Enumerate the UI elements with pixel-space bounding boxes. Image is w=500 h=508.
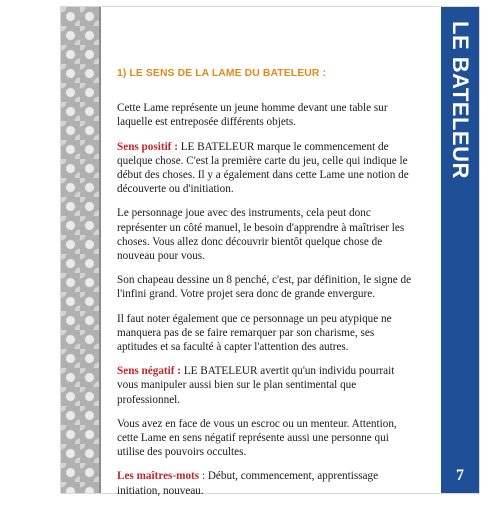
page-content xyxy=(117,67,413,508)
paragraph-positive-meaning xyxy=(117,140,413,197)
positive-meaning-text: LE BATELEUR marque le commencement de quelque chose. C'est la première carte du jeu, celle qui indique le début des choses. Il y a également dans cette Lame une notion de découverte ou d'initiation. xyxy=(117,140,409,196)
paragraph-warning: Vous avez en face de vous un escroc ou un menteur. Attention, cette Lame en sens négatif représente aussi une personne qui utilise des pouvoirs occultes. xyxy=(117,417,397,459)
positive-meaning-label: Sens positif : xyxy=(117,140,178,153)
keywords-label: Les maîtres-mots xyxy=(117,470,200,483)
page-number: 7 xyxy=(456,467,464,484)
paragraph-keywords xyxy=(117,469,413,497)
vertical-title: LE BATELEUR xyxy=(448,21,473,179)
paragraph-hat: Son chapeau dessine un 8 penché, c'est, par définition, le signe de l'infini grand. Votre projet sera donc de grande envergure. xyxy=(117,274,412,301)
negative-meaning-text: LE BATELEUR avertit qu'un individu pourrait vous manipuler aussi bien sur le plan sentimental que professionnel. xyxy=(117,365,395,406)
paragraph-instruments: Le personnage joue avec des instruments, cela peut donc représenter un côté manuel, le besoin d'apprendre à maîtriser les choses. Vous allez donc découvrir bientôt quelque chose de nouveau pour vous. xyxy=(117,207,405,263)
negative-meaning-label: Sens négatif : xyxy=(117,365,182,378)
decorative-pattern-band xyxy=(61,7,101,493)
paragraph-negative-meaning xyxy=(117,364,413,407)
title-side-band xyxy=(441,7,479,493)
book-page xyxy=(60,6,480,497)
paragraph-intro: Cette Lame représente un jeune homme devant une table sur laquelle est entreposée différents objets. xyxy=(117,102,388,129)
keywords-text: : Début, commencement, apprentissage initiation, nouveau. xyxy=(117,470,379,497)
paragraph-charisma: Il faut noter également que ce personnage un peu atypique ne manquera pas de se faire remarquer par son charisme, ses aptitudes et sa faculté à capter l'attention des autres. xyxy=(117,312,392,354)
section-heading: 1) LE SENS DE LA LAME DU BATELEUR : xyxy=(117,68,327,79)
